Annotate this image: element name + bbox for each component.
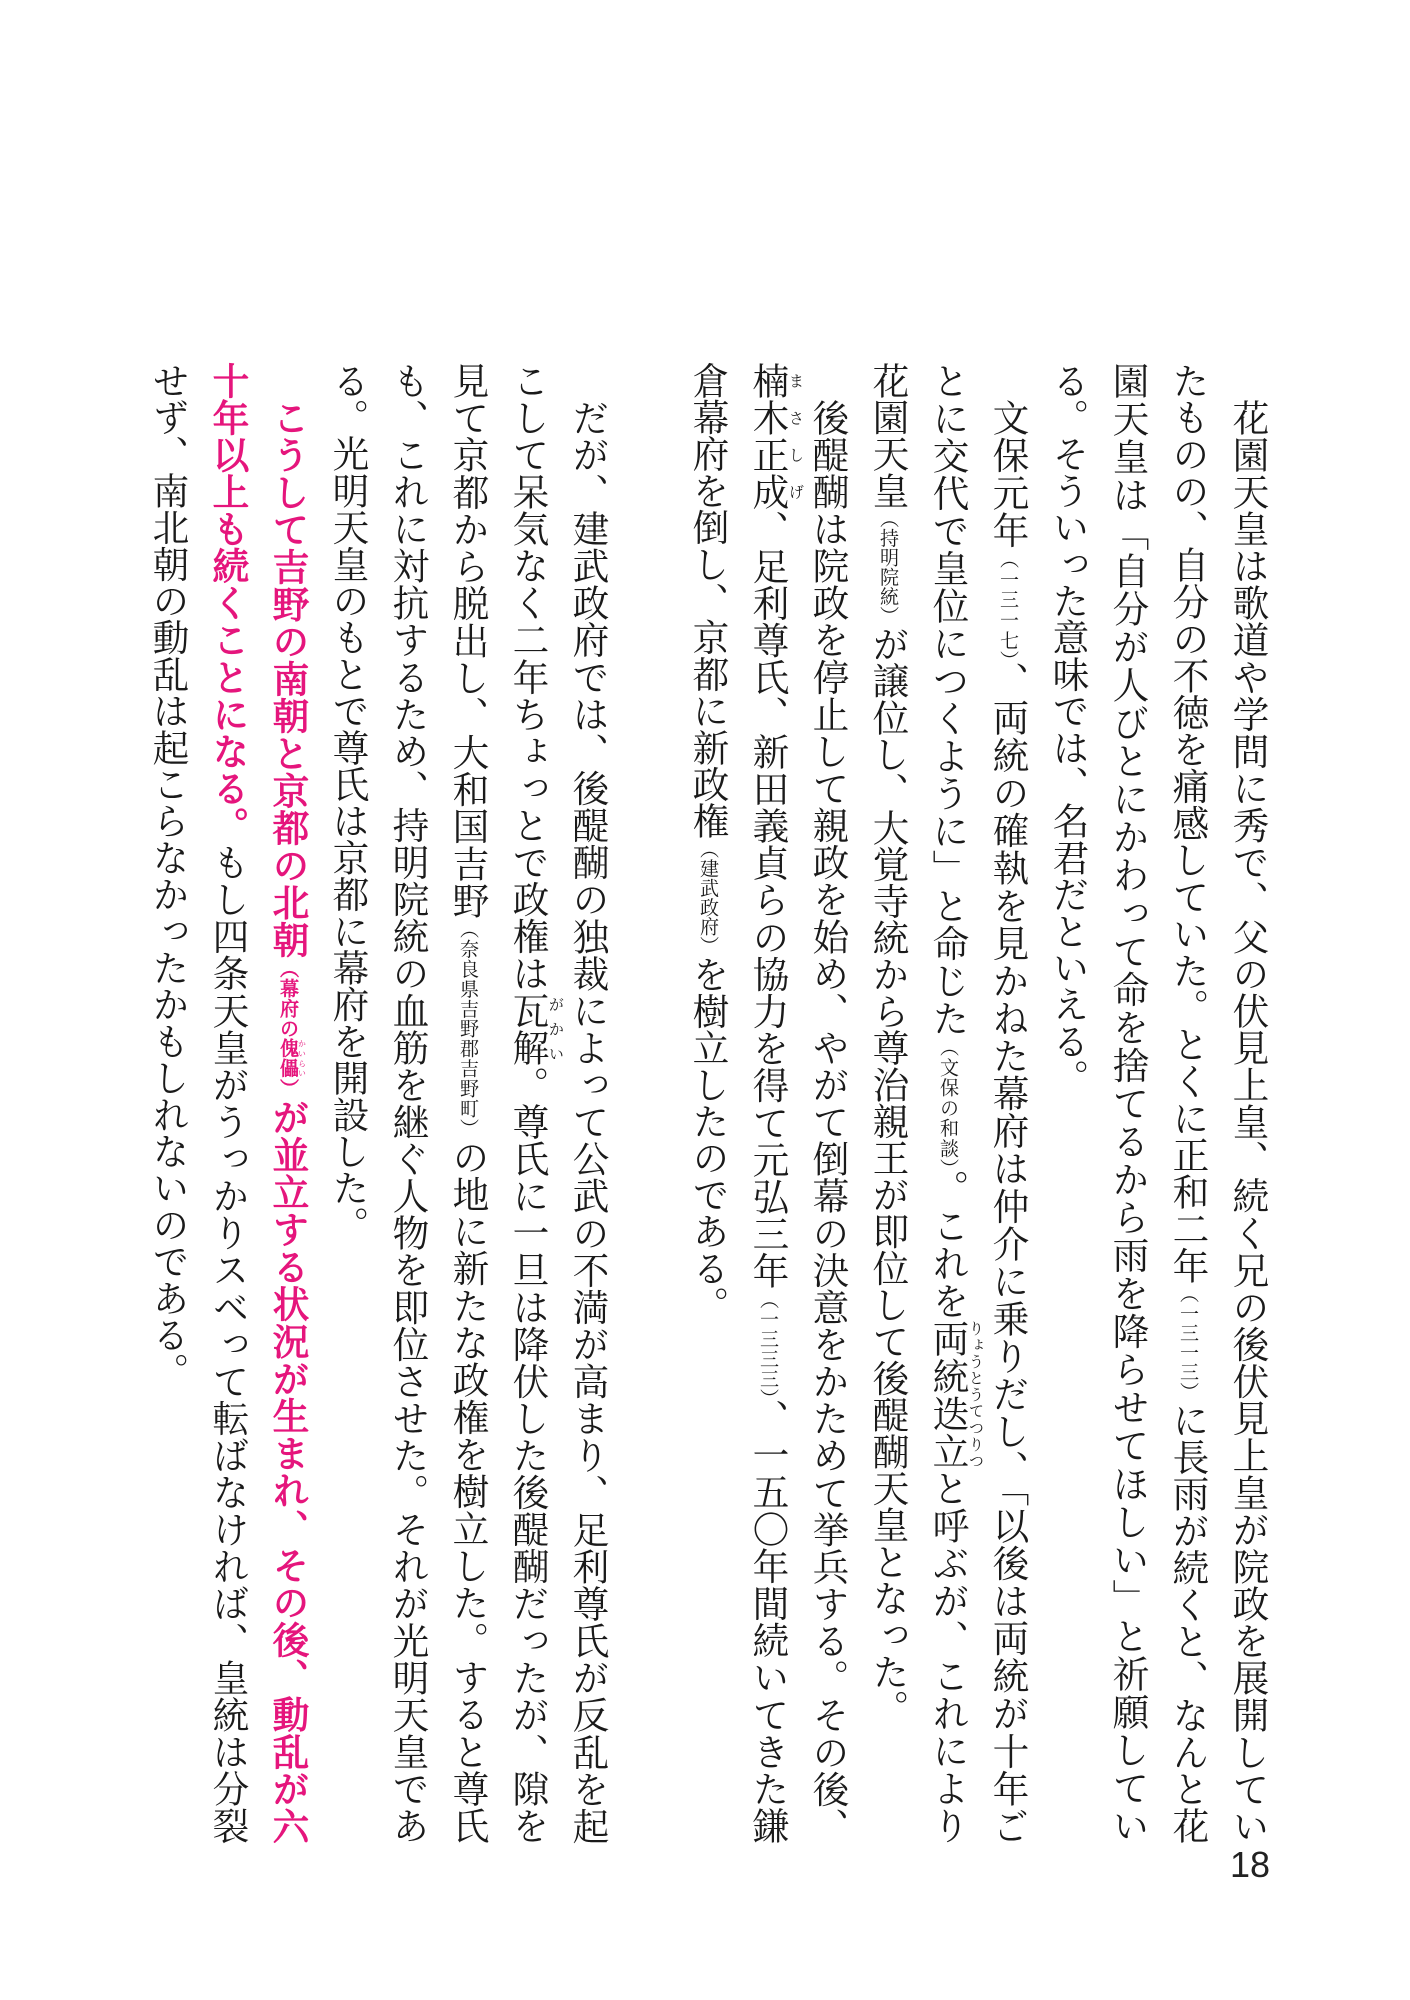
inline-note: （持明院統） [877, 508, 899, 626]
ruby-base: 瓦解 [507, 992, 550, 1067]
note-text: ） [277, 1078, 299, 1099]
paragraph-text: の地に新たな政権を樹立した。すると尊氏も、これに対抗するため、持明院統の血筋を継ぐ人物を即位させた。それが光明天皇である。光明天皇のもとで尊氏は京都に幕府を開設した。 [327, 362, 490, 1844]
paragraph-text: もし四条天皇がうっかりスベって転ばなければ、皇統は分裂せず、南北朝の動乱は起こらなかったかもしれないのである。 [147, 362, 250, 1844]
paragraph-text: 文保元年 [987, 398, 1030, 549]
paragraph-text: 、両統の確執を見かねた幕府は仲介に乗りだし、「以後は両統が十年ごとに交代で皇位につくように」と命じた [927, 362, 1030, 1844]
inline-note: （建武政府） [697, 839, 719, 956]
year-note: （一三三三） [757, 1289, 779, 1400]
paragraph-text: に長雨が続くと、なんと花園天皇は「自分が人びとにかわって命を捨てるから雨を降らせてほしい」と祈願している。そういった意味では、名君だといえる。 [1047, 362, 1210, 1845]
paragraph-text: 花園天皇は歌道や学問に秀で、父の伏見上皇、続く兄の後伏見上皇が院政を展開していたものの、自分の不徳を痛感していた。とくに正和二年 [1167, 362, 1270, 1844]
paragraph-4 [318, 362, 618, 1844]
place-note: （奈良県吉野郡吉野町） [457, 919, 479, 1139]
ruby-term [507, 992, 565, 1067]
highlight-text: が並立する状況が生まれ、その後、動乱が六十年以上も続くことになる。 [207, 362, 310, 1844]
paragraph-text: 、一五〇年間続いてきた鎌倉幕府を倒し、京都に新政権 [687, 362, 790, 1844]
ruby-base: 傀儡 [277, 1038, 299, 1079]
ruby-reading: りょうとうてつりつ [966, 1319, 985, 1469]
ruby-term [747, 362, 805, 511]
vertical-text-body [138, 362, 1278, 1844]
paragraph-text: が譲位し、大覚寺統から尊治親王が即位して後醍醐天皇となった。 [867, 625, 910, 1727]
ruby-term [277, 1038, 307, 1079]
ruby-base: 楠木正成 [747, 362, 790, 511]
paragraph-text: と呼ぶが、これにより花園天皇 [867, 362, 970, 1844]
paragraph-text: 、足利尊氏、新田義貞らの協力を得て元弘三年 [747, 510, 790, 1290]
paragraph-1 [1038, 362, 1278, 1844]
ruby-reading: まさしげ [786, 362, 805, 511]
paragraph-text: 後醍醐は院政を停止して親政を始め、やがて倒幕の決意をかためて挙兵する。その後、 [807, 398, 850, 1844]
ruby-reading: がかい [546, 992, 565, 1066]
paragraph-text: 。これを [927, 1169, 970, 1320]
paragraph-text: を樹立したのである。 [687, 955, 730, 1323]
note-text: （幕府の [277, 958, 299, 1039]
highlight-note [277, 958, 307, 1099]
page-number: 18 [1230, 1844, 1271, 1885]
ruby-term [927, 1319, 985, 1470]
inline-note: （文保の和談） [937, 1037, 959, 1170]
ruby-base: 両統迭立 [927, 1319, 970, 1470]
paragraph-5 [138, 362, 318, 1844]
paragraph-text: だが、建武政府では、後醍醐の独裁によって公武の不満が高まり、足利尊氏が反乱を起こして呆気なく二年ちょっとで政権は [507, 362, 610, 1844]
paragraph-text: 。尊氏に一旦は降伏した後醍醐だったが、隙を見て京都から脱出し、大和国吉野 [447, 362, 550, 1844]
year-note: （一三一七） [997, 548, 1019, 662]
highlight-text: こうして吉野の南朝と京都の北朝 [267, 398, 310, 959]
ruby-reading: かいらい [297, 1038, 307, 1078]
year-note: （一三一三） [1177, 1283, 1199, 1402]
paragraph-2 [858, 362, 1038, 1844]
paragraph-3 [678, 362, 858, 1844]
